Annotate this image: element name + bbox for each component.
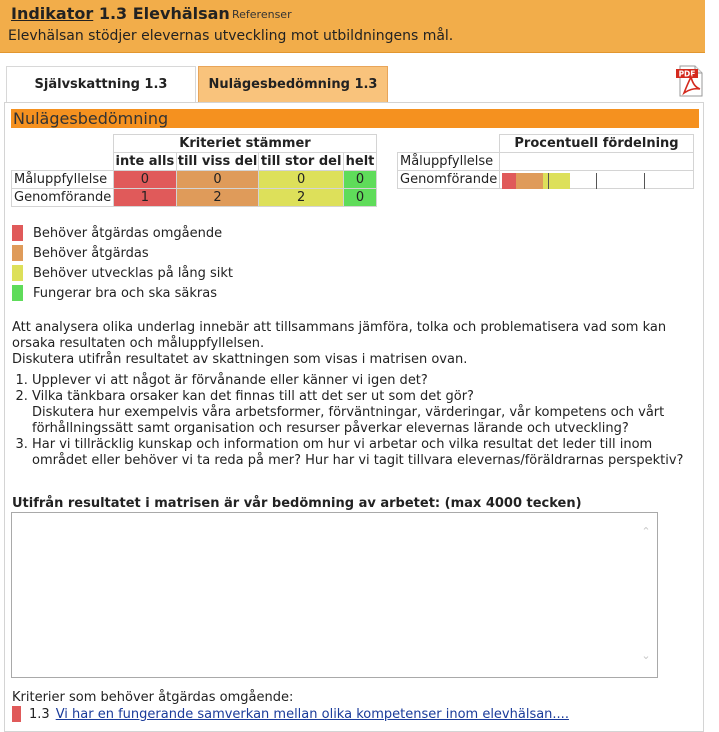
matrix-row	[12, 171, 377, 189]
question-item	[32, 373, 708, 389]
matrix-col-header: till stor del	[259, 153, 344, 171]
legend-label: Behöver utvecklas på lång sikt	[33, 265, 234, 281]
indicator-title: 1.3 Elevhälsan	[98, 4, 230, 23]
urgent-criteria-heading: Kriterier som behöver åtgärdas omgående:	[12, 690, 294, 705]
svg-text:PDF: PDF	[678, 69, 696, 79]
pdf-document-icon[interactable]	[674, 65, 706, 97]
indicator-word: Indikator	[11, 4, 94, 23]
criteria-number: 1.3	[29, 706, 50, 722]
page-title	[11, 4, 230, 23]
distribution-bar	[500, 154, 693, 170]
distribution-bar-cell	[499, 171, 693, 189]
matrix-cell: 0	[344, 171, 377, 189]
legend-swatch	[12, 265, 23, 281]
distribution-tick	[644, 173, 645, 189]
distribution-row	[398, 171, 694, 189]
criteria-matrix	[11, 134, 377, 207]
distribution-row-label: Måluppfyllelse	[398, 153, 500, 171]
question-text: Har vi tillräcklig kunskap och information om hur vi arbetar och vilka resultat det leder till inom området eller behöver vi ta reda på mer? Hur har vi tagit tillvara elevernas/föräldrarnas perspektiv?	[32, 437, 684, 468]
scroll-down-icon[interactable]: ⌄	[641, 649, 651, 662]
discussion-questions	[12, 373, 708, 469]
legend-item	[12, 243, 233, 263]
matrix-col-header: till viss del	[177, 154, 258, 169]
distribution-header: Procentuell fördelning	[499, 135, 693, 153]
distribution-segment	[516, 173, 543, 189]
legend-swatch	[12, 225, 23, 241]
matrix-col-header: inte alls	[113, 153, 176, 171]
matrix-cell: 2	[259, 189, 344, 207]
question-text: Vilka tänkbara orsaker kan det finnas till att det ser ut som det gör?	[32, 389, 474, 404]
question-item	[32, 389, 708, 437]
assessment-textarea[interactable]	[11, 512, 658, 678]
color-legend	[12, 223, 233, 303]
legend-label: Behöver åtgärdas omgående	[33, 225, 223, 241]
indicator-subtitle: Elevhälsan stödjer elevernas utveckling mot utbildningens mål.	[8, 28, 454, 44]
legend-label: Behöver åtgärdas	[33, 245, 149, 261]
distribution-table	[397, 134, 694, 189]
intro-instruction: Diskutera utifrån resultatet av skattningen som visas i matrisen ovan.	[12, 352, 468, 367]
references-link[interactable]: Referenser	[232, 8, 292, 21]
distribution-tick	[548, 173, 549, 189]
criteria-link[interactable]: Vi har en fungerande samverkan mellan olika kompetenser inom elevhälsan....	[55, 706, 569, 722]
matrix-cell: 1	[113, 189, 176, 207]
legend-item	[12, 263, 233, 283]
distribution-bar	[500, 172, 693, 188]
distribution-bar-cell	[499, 153, 693, 171]
distribution-segment	[502, 173, 516, 189]
section-title: Nulägesbedömning	[11, 109, 699, 128]
legend-swatch	[12, 245, 23, 261]
matrix-row-label: Genomförande	[12, 189, 114, 207]
tab-self-assessment[interactable]: Självskattning 1.3	[6, 66, 196, 102]
urgent-criteria-item	[12, 706, 569, 722]
assessment-label: Utifrån resultatet i matrisen är vår bedömning av arbetet: (max 4000 tecken)	[12, 496, 582, 511]
distribution-tick	[596, 173, 597, 189]
legend-swatch	[12, 285, 23, 301]
legend-item	[12, 223, 233, 243]
tab-current-assessment[interactable]: Nulägesbedömning 1.3	[198, 66, 388, 102]
urgent-swatch	[12, 706, 21, 722]
indicator-header	[0, 0, 705, 53]
matrix-cell: 0	[176, 171, 259, 189]
legend-label: Fungerar bra och ska säkras	[33, 285, 217, 301]
matrix-row-label: Måluppfyllelse	[12, 171, 114, 189]
matrix-cell: 0	[259, 171, 344, 189]
intro-paragraph: Att analysera olika underlag innebär att tillsammans jämföra, tolka och problematisera vad som kan orsaka resultaten och måluppfyllelsen.	[12, 320, 667, 351]
matrix-cell: 0	[113, 171, 176, 189]
question-item	[32, 437, 708, 469]
scroll-up-icon[interactable]: ⌃	[641, 525, 651, 538]
legend-item	[12, 283, 233, 303]
matrix-cell: 0	[344, 189, 377, 207]
distribution-row	[398, 153, 694, 171]
matrix-row	[12, 189, 377, 207]
matrix-cell: 2	[176, 189, 259, 207]
matrix-group-header: Kriteriet stämmer	[113, 135, 376, 153]
matrix-col-header: helt	[344, 153, 377, 171]
question-extra: Diskutera hur exempelvis våra arbetsformer, förväntningar, värderingar, vår kompetens och vårt förhållningssätt samt organisation och resurser påverkar elevernas lärande och utveckling?	[32, 405, 665, 436]
question-text: Upplever vi att något är förvånande eller känner vi igen det?	[32, 373, 428, 388]
distribution-row-label: Genomförande	[398, 171, 500, 189]
